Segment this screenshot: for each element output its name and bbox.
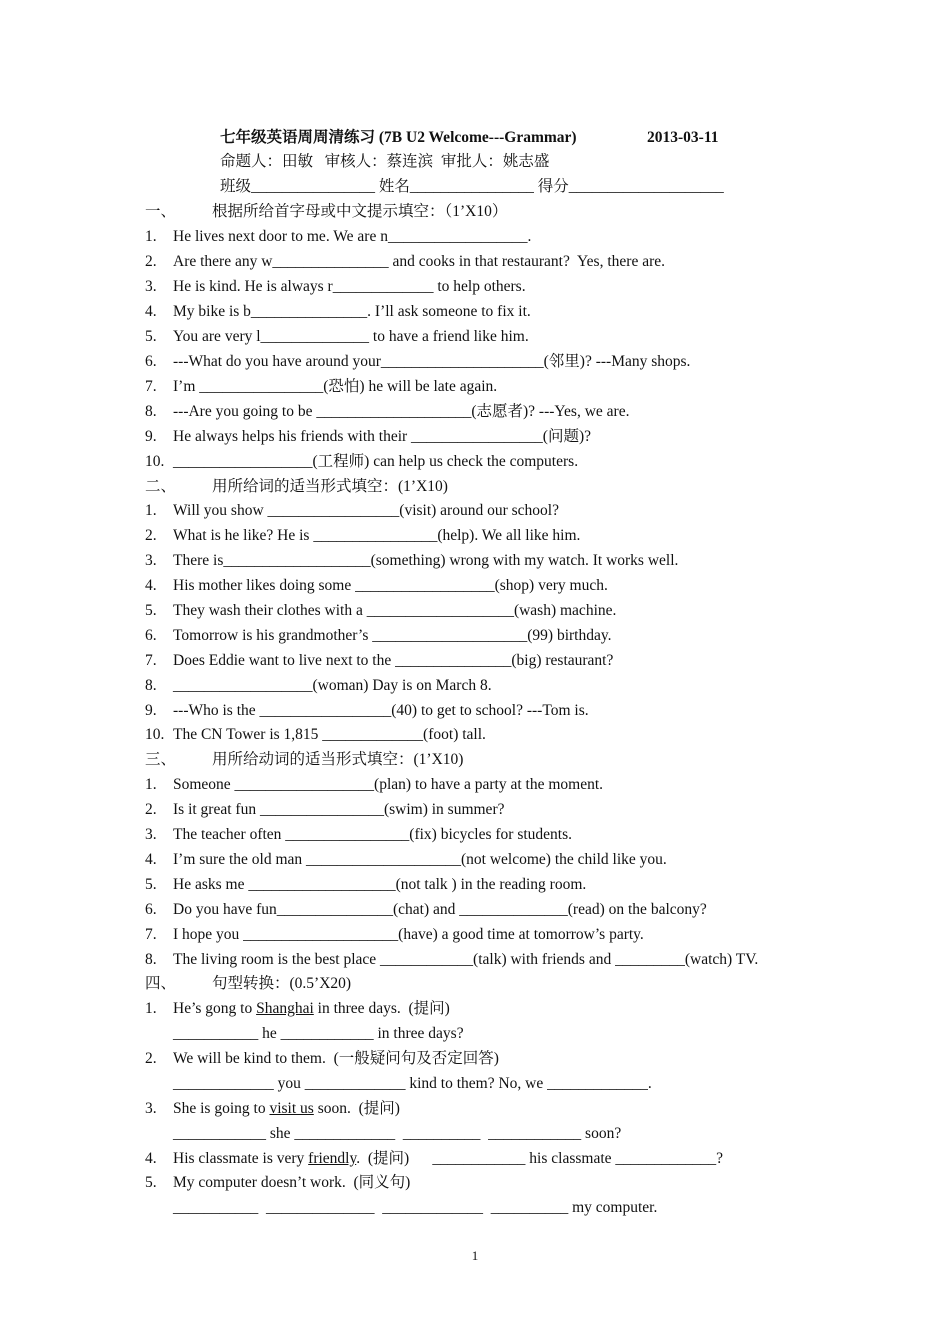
- item-text: Tomorrow is his grandmother’s ____________________(99) birthday.: [173, 627, 612, 644]
- section-1-number: 一、: [145, 203, 177, 220]
- item-text-post: soon. (提问): [313, 1100, 400, 1117]
- item-number: 3.: [145, 552, 157, 569]
- item-text-post: in three days. (提问): [313, 1000, 450, 1017]
- item-text-pre: He’s gong to: [173, 1000, 257, 1017]
- underlined-phrase: visit us: [269, 1100, 314, 1117]
- item-number: 4.: [145, 577, 157, 594]
- item-text: They wash their clothes with a ___________________(wash) machine.: [173, 602, 617, 619]
- item-text: He is kind. He is always r_____________ to help others.: [173, 278, 526, 295]
- item-text: I hope you ____________________(have) a good time at tomorrow’s party.: [173, 926, 644, 943]
- item-text: Does Eddie want to live next to the _______________(big) restaurant?: [173, 652, 614, 669]
- item-number: 2.: [145, 801, 157, 818]
- item-text-post: . (提问) ____________ his classmate _____________?: [356, 1150, 724, 1167]
- item-number: 8.: [145, 677, 157, 694]
- item-number: 5.: [145, 876, 157, 893]
- item-number: 4.: [145, 303, 157, 320]
- item-text: His mother likes doing some __________________(shop) very much.: [173, 577, 608, 594]
- item-text-pre: She is going to: [173, 1100, 270, 1117]
- item-number: 3.: [145, 826, 157, 843]
- item-number: 1.: [145, 776, 157, 793]
- section-4-heading: 句型转换：(0.5’X20): [212, 975, 352, 992]
- item-text: We will be kind to them. (一般疑问句及否定回答): [173, 1050, 499, 1067]
- item-number: 2.: [145, 253, 157, 270]
- item-text: My computer doesn’t work. (同义句): [173, 1174, 411, 1191]
- item-text: __________________(工程师) can help us check the computers.: [173, 453, 579, 470]
- underlined-phrase: Shanghai: [256, 1000, 314, 1017]
- item-number: 2.: [145, 527, 157, 544]
- item-number: 3.: [145, 1100, 157, 1117]
- item-number: 7.: [145, 378, 157, 395]
- item-text: Do you have fun_______________(chat) and ______________(read) on the balcony?: [173, 901, 707, 918]
- answer-line: ____________ she _____________ __________ ____________ soon?: [173, 1125, 622, 1142]
- item-number: 1.: [145, 502, 157, 519]
- item-text: You are very l______________ to have a friend like him.: [173, 328, 529, 345]
- item-number: 2.: [145, 1050, 157, 1067]
- item-text: I’m ________________(恐怕) he will be late again.: [173, 378, 498, 395]
- item-number: 5.: [145, 328, 157, 345]
- item-number: 4.: [145, 1150, 157, 1167]
- item-number: 4.: [145, 851, 157, 868]
- item-number: 5.: [145, 1174, 157, 1191]
- item-number: 7.: [145, 652, 157, 669]
- item-number: 8.: [145, 951, 157, 968]
- item-number: 9.: [145, 702, 157, 719]
- item-number: 10.: [145, 453, 165, 470]
- item-number: 5.: [145, 602, 157, 619]
- section-2-heading: 用所给词的适当形式填空：(1’X10): [212, 478, 448, 495]
- item-number: 6.: [145, 627, 157, 644]
- item-text: I’m sure the old man ____________________(not welcome) the child like you.: [173, 851, 667, 868]
- worksheet-date: 2013-03-11: [647, 129, 719, 146]
- answer-line: ___________ he ____________ in three days?: [173, 1025, 464, 1042]
- section-3-number: 三、: [145, 751, 177, 768]
- item-text: What is he like? He is ________________(help). We all like him.: [173, 527, 581, 544]
- item-number: 6.: [145, 353, 157, 370]
- item-text: [173, 1149, 723, 1169]
- item-text: __________________(woman) Day is on March 8.: [173, 677, 492, 694]
- item-number: 8.: [145, 403, 157, 420]
- item-text: The CN Tower is 1,815 _____________(foot) tall.: [173, 726, 486, 743]
- item-text: My bike is b_______________. I’ll ask someone to fix it.: [173, 303, 531, 320]
- item-number: 3.: [145, 278, 157, 295]
- item-text: [173, 1099, 400, 1119]
- page-number: 1: [471, 1248, 479, 1263]
- section-3-heading: 用所给动词的适当形式填空：(1’X10): [212, 751, 464, 768]
- item-text: ---Who is the _________________(40) to get to school? ---Tom is.: [173, 702, 589, 719]
- item-number: 6.: [145, 901, 157, 918]
- item-number: 9.: [145, 428, 157, 445]
- item-text: [173, 999, 450, 1019]
- section-2-number: 二、: [145, 478, 177, 495]
- section-4-number: 四、: [145, 975, 177, 992]
- item-text: The living room is the best place ____________(talk) with friends and _________(watch) TV.: [173, 951, 759, 968]
- item-text: He lives next door to me. We are n__________________.: [173, 228, 532, 245]
- answer-line: ___________ ______________ _____________ __________ my computer.: [173, 1199, 658, 1216]
- underlined-phrase: friendly: [308, 1150, 357, 1167]
- item-text: He asks me ___________________(not talk ) in the reading room.: [173, 876, 587, 893]
- item-text: Someone __________________(plan) to have a party at the moment.: [173, 776, 604, 793]
- item-text: Is it great fun ________________(swim) in summer?: [173, 801, 505, 818]
- worksheet-title: 七年级英语周周清练习 (7B U2 Welcome---Grammar): [220, 129, 577, 146]
- item-text: Are there any w_______________ and cooks in that restaurant? Yes, there are.: [173, 253, 665, 270]
- item-text: ---What do you have around your_____________________(邻里)? ---Many shops.: [173, 353, 691, 370]
- item-text: The teacher often ________________(fix) bicycles for students.: [173, 826, 573, 843]
- item-number: 10.: [145, 726, 165, 743]
- item-text: He always helps his friends with their _________________(问题)?: [173, 428, 592, 445]
- student-info-fields: 班级________________ 姓名________________ 得分____________________: [220, 178, 724, 195]
- item-number: 1.: [145, 228, 157, 245]
- authors-line: 命题人：田敏 审核人：蔡连滨 审批人：姚志盛: [220, 153, 550, 170]
- item-text: Will you show _________________(visit) around our school?: [173, 502, 559, 519]
- item-number: 7.: [145, 926, 157, 943]
- item-number: 1.: [145, 1000, 157, 1017]
- item-text: There is___________________(something) wrong with my watch. It works well.: [173, 552, 679, 569]
- item-text-pre: His classmate is very: [173, 1150, 309, 1167]
- item-text: ---Are you going to be ____________________(志愿者)? ---Yes, we are.: [173, 403, 630, 420]
- section-1-heading: 根据所给首字母或中文提示填空：（1’X10）: [212, 203, 508, 220]
- answer-line: _____________ you _____________ kind to them? No, we _____________.: [173, 1075, 652, 1092]
